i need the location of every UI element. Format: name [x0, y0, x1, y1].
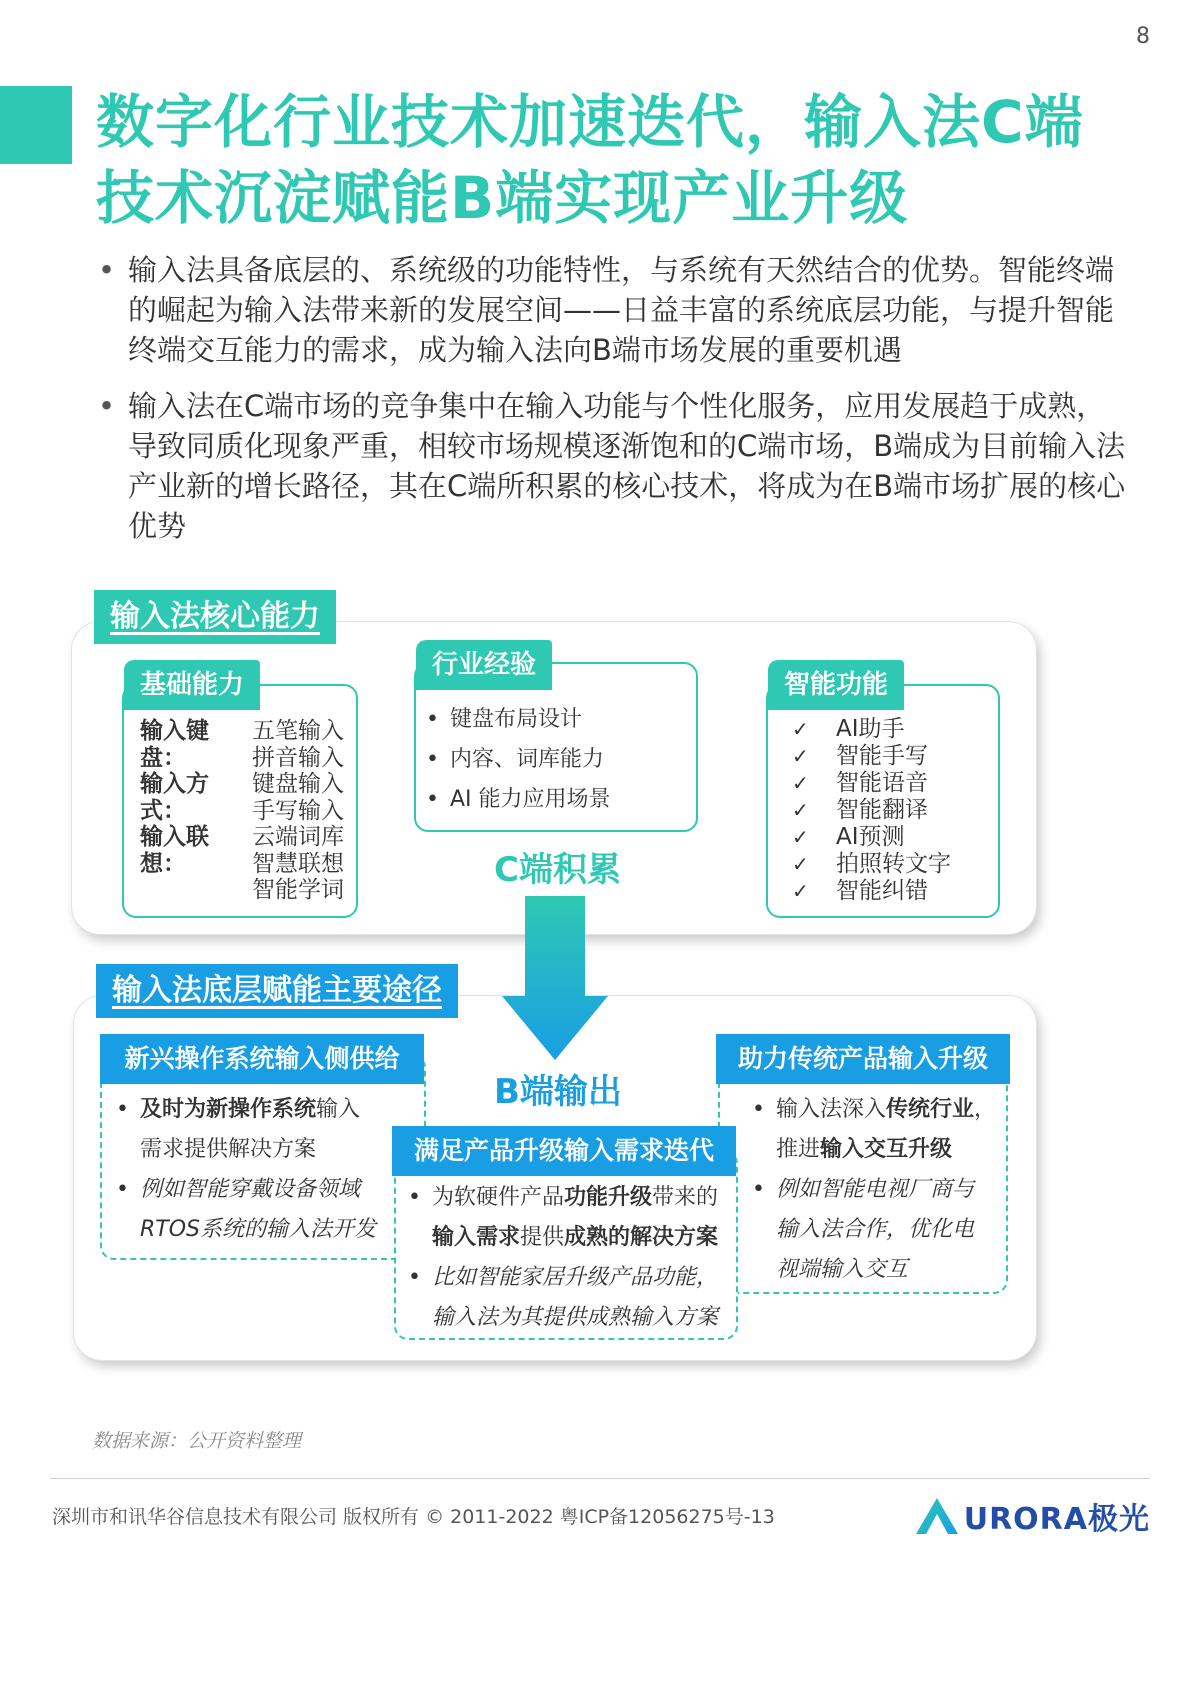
list-item: • 例如智能电视厂商与 输入法合作，优化电 视端输入交互	[740, 1170, 1006, 1290]
basic-row-keyboard: 输入键盘： 五笔输入 拼音输入	[140, 718, 344, 771]
traditional-product-path-title: 助力传统产品输入升级	[716, 1034, 1010, 1084]
list-item: • 内容、词库能力	[422, 740, 611, 780]
list-item: ✓ 智能语音	[766, 770, 951, 797]
list-item: ✓ 智能手写	[766, 743, 951, 770]
list-item: • 输入法深入传统行业， 推进输入交互升级	[740, 1090, 1006, 1170]
bullet-2: • 输入法在C端市场的竞争集中在输入功能与个性化服务，应用发展趋于成熟，导致同质化现象严重，相较市场规模逐渐饱和的C端市场，B端成为目前输入法产业新的增长路径，其在C端所积累的核心技术，将成为在B端市场扩展的核心优势	[96, 386, 1126, 546]
industry-experience-list	[422, 700, 611, 820]
enabling-paths-tag: 输入法底层赋能主要途径	[96, 964, 458, 1018]
aurora-logo-text: URORA极光	[963, 1502, 1150, 1537]
intro-bullets	[96, 250, 1126, 562]
list-item: • 例如智能穿戴设备领域 RTOS系统的输入法开发	[104, 1170, 420, 1250]
down-arrow-icon	[500, 894, 610, 1064]
title-line-1: 数字化行业技术加速迭代，输入法C端	[96, 88, 1084, 156]
page-number: 8	[1136, 24, 1150, 49]
basic-row-method: 输入方式： 键盘输入 手写输入	[140, 771, 344, 824]
industry-experience-title: 行业经验	[416, 640, 552, 690]
traditional-product-path-list	[740, 1090, 1006, 1290]
aurora-logo	[914, 1494, 1150, 1538]
list-item: ✓ AI助手	[766, 716, 951, 743]
list-item: ✓ 智能翻译	[766, 797, 951, 824]
c-end-accumulation-label: C端积累	[494, 850, 621, 890]
list-item: ✓ 拍照转文字	[766, 851, 951, 878]
list-item: • 为软硬件产品功能升级带来的 输入需求提供成熟的解决方案	[396, 1178, 736, 1258]
page-title	[96, 84, 1176, 236]
product-upgrade-path-list	[396, 1178, 736, 1338]
new-os-path-list	[104, 1090, 420, 1250]
core-capabilities-tag: 输入法核心能力	[94, 590, 336, 644]
b-end-output-label: B端输出	[494, 1072, 622, 1112]
list-item: • 比如智能家居升级产品功能， 输入法为其提供成熟输入方案	[396, 1258, 736, 1338]
smart-function-list	[766, 716, 951, 905]
aurora-logo-icon	[914, 1496, 960, 1536]
list-item: ✓ 智能纠错	[766, 878, 951, 905]
title-line-2: 技术沉淀赋能B端实现产业升级	[96, 164, 909, 232]
list-item: • 及时为新操作系统输入 需求提供解决方案	[104, 1090, 420, 1170]
footer-divider	[50, 1478, 1150, 1479]
smart-function-title: 智能功能	[768, 660, 904, 710]
basic-ability-title: 基础能力	[124, 660, 260, 710]
bullet-1: • 输入法具备底层的、系统级的功能特性，与系统有天然结合的优势。智能终端的崛起为输入法带来新的发展空间——日益丰富的系统底层功能，与提升智能终端交互能力的需求，成为输入法向B端市场发展的重要机遇	[96, 250, 1126, 370]
list-item: • 键盘布局设计	[422, 700, 611, 740]
new-os-path-title: 新兴操作系统输入侧供给	[100, 1034, 424, 1084]
list-item: • AI 能力应用场景	[422, 780, 611, 820]
title-accent-bar	[0, 86, 72, 164]
product-upgrade-path-title: 满足产品升级输入需求迭代	[392, 1126, 736, 1176]
footer-copyright: 深圳市和讯华谷信息技术有限公司 版权所有 © 2011-2022 粤ICP备12056275号-13	[52, 1506, 775, 1528]
basic-ability-list	[140, 718, 344, 904]
data-source-note: 数据来源：公开资料整理	[92, 1430, 302, 1452]
list-item: ✓ AI预测	[766, 824, 951, 851]
basic-row-association: 输入联想： 云端词库 智慧联想 智能学词	[140, 824, 344, 903]
